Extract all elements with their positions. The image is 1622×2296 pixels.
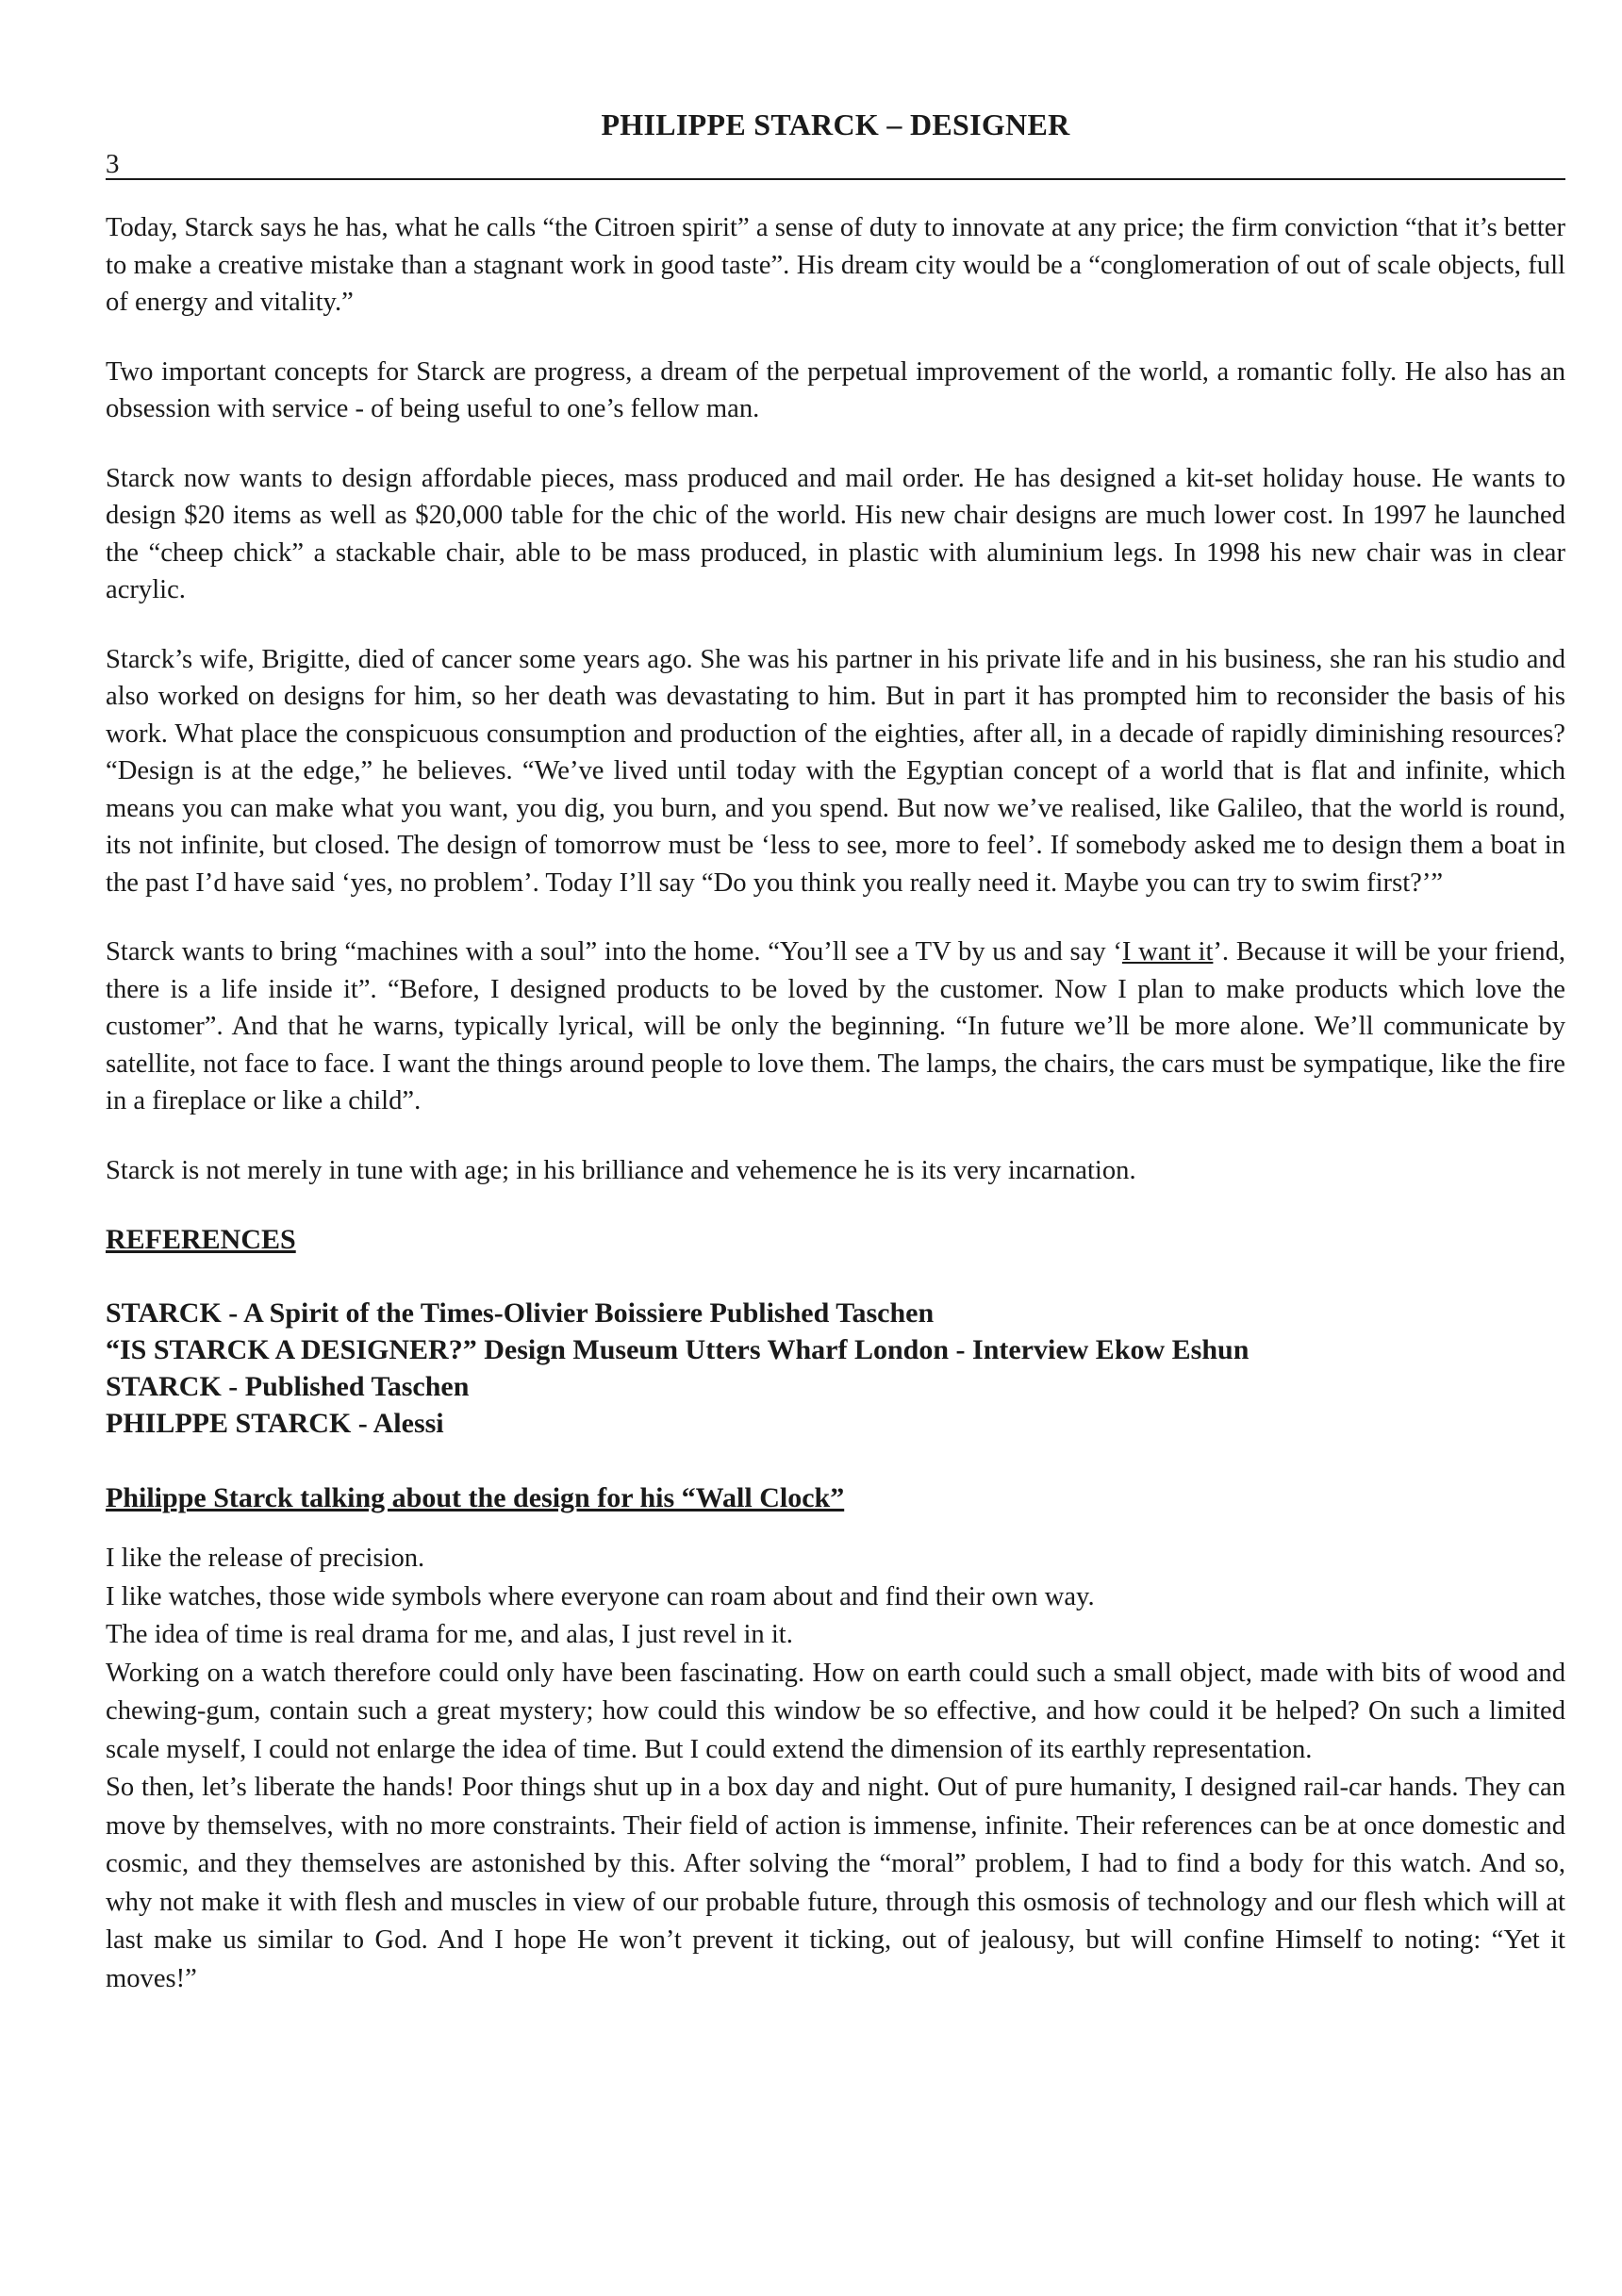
paragraph-machines-with-soul bbox=[106, 933, 1565, 1120]
reference-item: STARCK - A Spirit of the Times-Olivier Boissiere Published Taschen bbox=[106, 1297, 935, 1329]
references-list bbox=[106, 1295, 1565, 1442]
header-rule bbox=[106, 178, 1565, 180]
tv-text-before: Starck wants to bring “machines with a soul” into the home. “You’ll see a TV by us and say ‘ bbox=[106, 937, 1122, 966]
wall-clock-quote bbox=[106, 1540, 1565, 1998]
quote-line: So then, let’s liberate the hands! Poor things shut up in a box day and night. Out of pure humanity, I designed rail-car hands. They can move by themselves, with no more constraints. Their field of action is immense, infinite. Their references can be at once domestic and cosmic, and they themselves are astonished by this. After solving the “moral” problem, I had to find a body for this watch. And so, why not make it with flesh and muscles in view of our probable future, through this osmosis of technology and our flesh which will at last make us similar to God. And I hope He won’t prevent it ticking, out of jealousy, but will confine Himself to noting: “Yet it moves!” bbox=[106, 1773, 1565, 1993]
paragraph-important-concepts: Two important concepts for Starck are progress, a dream of the perpetual improvement of the world, a romantic folly. He also has an obsession with service - of being useful to one’s fellow man. bbox=[106, 356, 1565, 423]
reference-item: “IS STARCK A DESIGNER?” Design Museum Utters Wharf London - Interview Ekow Eshun bbox=[106, 1334, 1250, 1365]
quote-line: I like the release of precision. bbox=[106, 1544, 425, 1573]
paragraph-brigitte: Starck’s wife, Brigitte, died of cancer some years ago. She was his partner in his private life and in his business, she ran his studio and also worked on designs for him, so her death was devastating to him. But in part it has prompted him to reconsider the basis of his work. What place the conspicuous consumption and production of the eighties, after all, in a decade of rapidly diminishing resources? “Design is at the edge,” he believes. “We’ve lived until today with the Egyptian concept of a world that is flat and infinite, which means you can make what you want, you dig, you burn, and you spend. But now we’ve realised, like Galileo, that the world is round, its not infinite, but closed. The design of tomorrow must be ‘less to see, more to feel’. If somebody asked me to design them a boat in the past I’d have said ‘yes, no problem’. Today I’ll say “Do you think you really need it. Maybe you can try to swim first?’” bbox=[106, 644, 1565, 898]
quote-line: The idea of time is real drama for me, and alas, I just revel in it. bbox=[106, 1620, 793, 1649]
document-page bbox=[106, 104, 1565, 1998]
header-rule-row bbox=[106, 145, 1565, 183]
quote-line: I like watches, those wide symbols where everyone can roam about and find their own way. bbox=[106, 1581, 1095, 1611]
article-body bbox=[106, 209, 1565, 1998]
underlined-phrase: I want it bbox=[1121, 937, 1214, 966]
reference-item: PHILPPE STARCK - Alessi bbox=[106, 1408, 444, 1439]
references-heading: REFERENCES bbox=[106, 1224, 296, 1255]
wall-clock-heading: Philippe Starck talking about the design for his “Wall Clock” bbox=[106, 1482, 845, 1513]
page-title: PHILIPPE STARCK – DESIGNER bbox=[601, 107, 1070, 141]
reference-item: STARCK - Published Taschen bbox=[106, 1371, 470, 1402]
page-number: 3 bbox=[106, 149, 120, 179]
tv-text-after: ’. Because it will be your friend, there is a life inside it”. “Before, I designed products to be loved by the customer. Now I plan to make products which love the customer”. And that he warns, typically lyrical, will be only the beginning. “In future we’ll be more alone. We’ll communicate by satellite, not face to face. I want the things around people to love them. The lamps, the chairs, the cars must be sympatique, like the fire in a fireplace or like a child”. bbox=[106, 937, 1566, 1115]
paragraph-citroen-spirit: Today, Starck says he has, what he calls “the Citroen spirit” a sense of duty to innovate at any price; the firm conviction “that it’s better to make a creative mistake than a stagnant work in good taste”. His dream city would be a “conglomeration of out of scale objects, full of energy and vitality.” bbox=[106, 213, 1565, 317]
paragraph-closing: Starck is not merely in tune with age; in his brilliance and vehemence he is its very incarnation. bbox=[106, 1155, 1136, 1185]
paragraph-affordable-pieces: Starck now wants to design affordable pieces, mass produced and mail order. He has designed a kit-set holiday house. He wants to design $20 items as well as $20,000 table for the chic of the world. His new chair designs are much lower cost. In 1997 he launched the “cheep chick” a stackable chair, able to be mass produced, in plastic with aluminium legs. In 1998 his new chair was in clear acrylic. bbox=[106, 463, 1565, 604]
quote-line: Working on a watch therefore could only have been fascinating. How on earth could such a small object, made with bits of wood and chewing-gum, contain such a great mystery; how could this window be so effective, and how could it be helped? On such a limited scale myself, I could not enlarge the idea of time. But I could extend the dimension of its earthly representation. bbox=[106, 1658, 1565, 1764]
